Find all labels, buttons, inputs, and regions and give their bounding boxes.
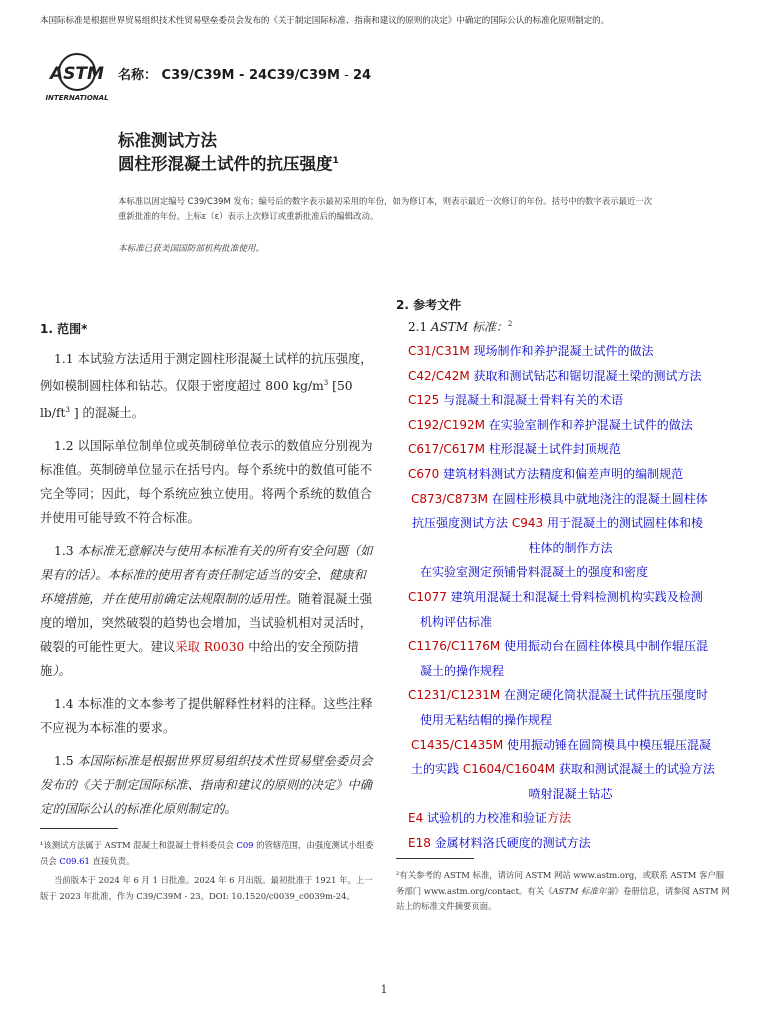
reference-item[interactable]: C192/C192M 在实验室制作和养护混凝土试件的做法 [408, 417, 693, 432]
approval-note: 本标准已获美国国防部机构批准使用。 [118, 244, 265, 254]
para-1-2: 1.2 以国际单位制单位或英制磅单位表示的数值应分别视为标准值。英制磅单位显示在括号内。每个系统中的数值可能不完全等同；因此，每个系统应独立使用。将两个系统的数值合并使用可能导致不符合标准。 [40, 439, 373, 526]
reference-item-c1077[interactable]: C1077 建筑用混凝土和混凝土骨料检测机构实践及检测 [408, 589, 703, 604]
reference-item-c873[interactable]: C873/C873M 在圆柱形模具中就地浇注的混凝土圆柱体 [411, 491, 708, 506]
reference-item[interactable]: C31/C31M 现场制作和养护混凝土试件的做法 [408, 344, 654, 358]
astm-international-logo [44, 52, 110, 104]
designation-dash: - [339, 68, 353, 83]
designation-prefix: C39/C39M - 24C39/C39M [161, 68, 340, 83]
reference-item-c1176[interactable]: C1176/C1176M 使用振动台在圆柱体模具中制作辊压混 [408, 639, 709, 654]
reference-item-c943-cont2[interactable]: 在实验室测定预铺骨料混凝土的强度和密度 [420, 565, 649, 580]
designation-label: 名称： [118, 68, 158, 83]
astm-standards-subheading: 2.1 ASTM 标准：$^2$ [408, 320, 513, 334]
para-1-4: 1.4 本标准的文本参考了提供解释性材料的注释。这些注释不应视为本标准的要求。 [40, 697, 373, 736]
header-notice: 本国际标准是根据世界贸易组织技术性贸易壁垒委员会发布的《关于制定国际标准、指南和建议的原则的决定》中确定的国际公认的标准化原则制定的。 [40, 16, 610, 26]
document-title [118, 130, 339, 175]
reference-item-e18[interactable]: E18 金属材料洛氏硬度的测试方法 [408, 835, 591, 850]
page-number: 1 [380, 983, 388, 996]
issuance-note: 本标准以固定编号 C39/C39M 发布；编号后的数字表示最初采用的年份，如为修订本，则表示最近一次修订的年份。括号中的数字表示最近一次重新批准的年份。上标ε（ε）表示上次修订或重新批准后的编辑改动。 [118, 196, 653, 221]
reference-item-e4[interactable]: E4 试验机的力校准和验证方法 [408, 811, 572, 826]
para-1-1: 1.1 本试验方法适用于测定圆柱形混凝土试样的抗压强度，例如模制圆柱体和钻芯。仅限于密度超过 800 $kg/m^3$ [50 $lb/ft^3$ ] 的混凝土。 [40, 352, 373, 421]
link-c09[interactable]: C09 [236, 840, 254, 850]
referenced-documents [408, 318, 733, 855]
svg-text:ASTM: ASTM [50, 64, 104, 84]
reference-item-c1176-cont[interactable]: 凝土的操作规程 [420, 663, 505, 678]
reference-item-c1435[interactable]: C1435/C1435M 使用振动锤在圆筒模具中模压辊压混凝 [411, 737, 712, 752]
scope-section [40, 320, 376, 830]
section-2-heading: 2. 参考文件 [396, 298, 462, 312]
footnote-1-edition: 当前版本于 2024 年 6 月 1 日批准。2024 年 6 月出版。最初批准于 1921 年。上一版于 2023 年批准，作为 C39/C39M - 23。DOI: 10.1520/c0039_c0039m-24。 [40, 875, 373, 901]
link-c0961[interactable]: C09.61 [59, 855, 90, 866]
reference-item[interactable]: C617/C617M 柱形混凝土试件封顶规范 [408, 442, 621, 457]
astm-logo-icon [44, 52, 110, 104]
section-1-heading: 1. 范围* [40, 322, 88, 336]
title-line-1: 标准测试方法 [118, 131, 217, 150]
footnote-1 [40, 838, 378, 908]
reference-item-c1604[interactable]: 土的实践 C1604/C1604M 获取和测试混凝土的试验方法 [411, 762, 715, 777]
para-1-5: 1.5 本国际标准是根据世界贸易组织技术性贸易壁垒委员会发布的《关于制定国际标准、指南和建议的原则的决定》中确定的国际公认的标准化原则制定的。 [40, 754, 373, 817]
title-footnote-mark: 1 [332, 156, 339, 166]
reference-item-c1231[interactable]: C1231/C1231M 在测定硬化筒状混凝土试件抗压强度时 [408, 688, 709, 703]
reference-item-c1231-cont[interactable]: 使用无粘结帽的操作规程 [420, 712, 553, 727]
reference-item-c943[interactable]: 抗压强度测试方法 C943 用于混凝土的测试圆柱体和棱 [412, 516, 703, 531]
designation-year: 24 [352, 68, 372, 83]
logo-text: INTERNATIONAL [45, 94, 109, 102]
reference-item[interactable]: C125 与混凝土和混凝土骨料有关的术语 [408, 393, 624, 408]
footnote-divider-right [396, 858, 474, 859]
para-1-3: 1.3 本标准无意解决与使用本标准有关的所有安全问题（如果有的话）。本标准的使用者有责任制定适当的安全、健康和环境措施，并在使用前确定法规限制的适用性。随着混凝土强度的增加，突然破裂的趋势也会增加，当试验机相对灵活时，破裂的可能性更大。建议采取 R0030 中给出的安全预防措施）。 [40, 544, 373, 679]
link-r0030[interactable]: 采取 R0030 [175, 640, 245, 655]
footnote-divider-left [40, 828, 118, 829]
reference-item-c1077-cont[interactable]: 机构评估标准 [420, 614, 493, 629]
reference-item[interactable]: C670 建筑材料测试方法精度和偏差声明的编制规范 [408, 466, 684, 481]
reference-item-c1604-cont[interactable]: 喷射混凝土钻芯 [528, 786, 613, 801]
footnote-1-text: ¹该测试方法属于 ASTM 混凝土和混凝土骨料委员会 C09 的管辖范围，由强度测试小组委员会 C09.61 直接负责。 [40, 840, 374, 866]
scope-body [40, 347, 376, 821]
reference-item-c943-cont[interactable]: 柱体的制作方法 [528, 540, 613, 555]
designation [118, 64, 371, 83]
title-line-2: 圆柱形混凝土试件的抗压强度$^1$ [118, 154, 339, 174]
footnote-2-text: ²有关参考的 ASTM 标准，请访问 ASTM 网站 www.astm.org，或联系 ASTM 客户服务部门 www.astm.org/contact。有关《ASTM 标准年鉴》卷册信息，请参阅 ASTM 网站上的标准文件摘要页面。 [396, 870, 730, 911]
reference-item[interactable]: C42/C42M 获取和测试钻芯和锯切混凝土梁的测试方法 [408, 368, 702, 383]
footnote-2 [396, 868, 730, 919]
